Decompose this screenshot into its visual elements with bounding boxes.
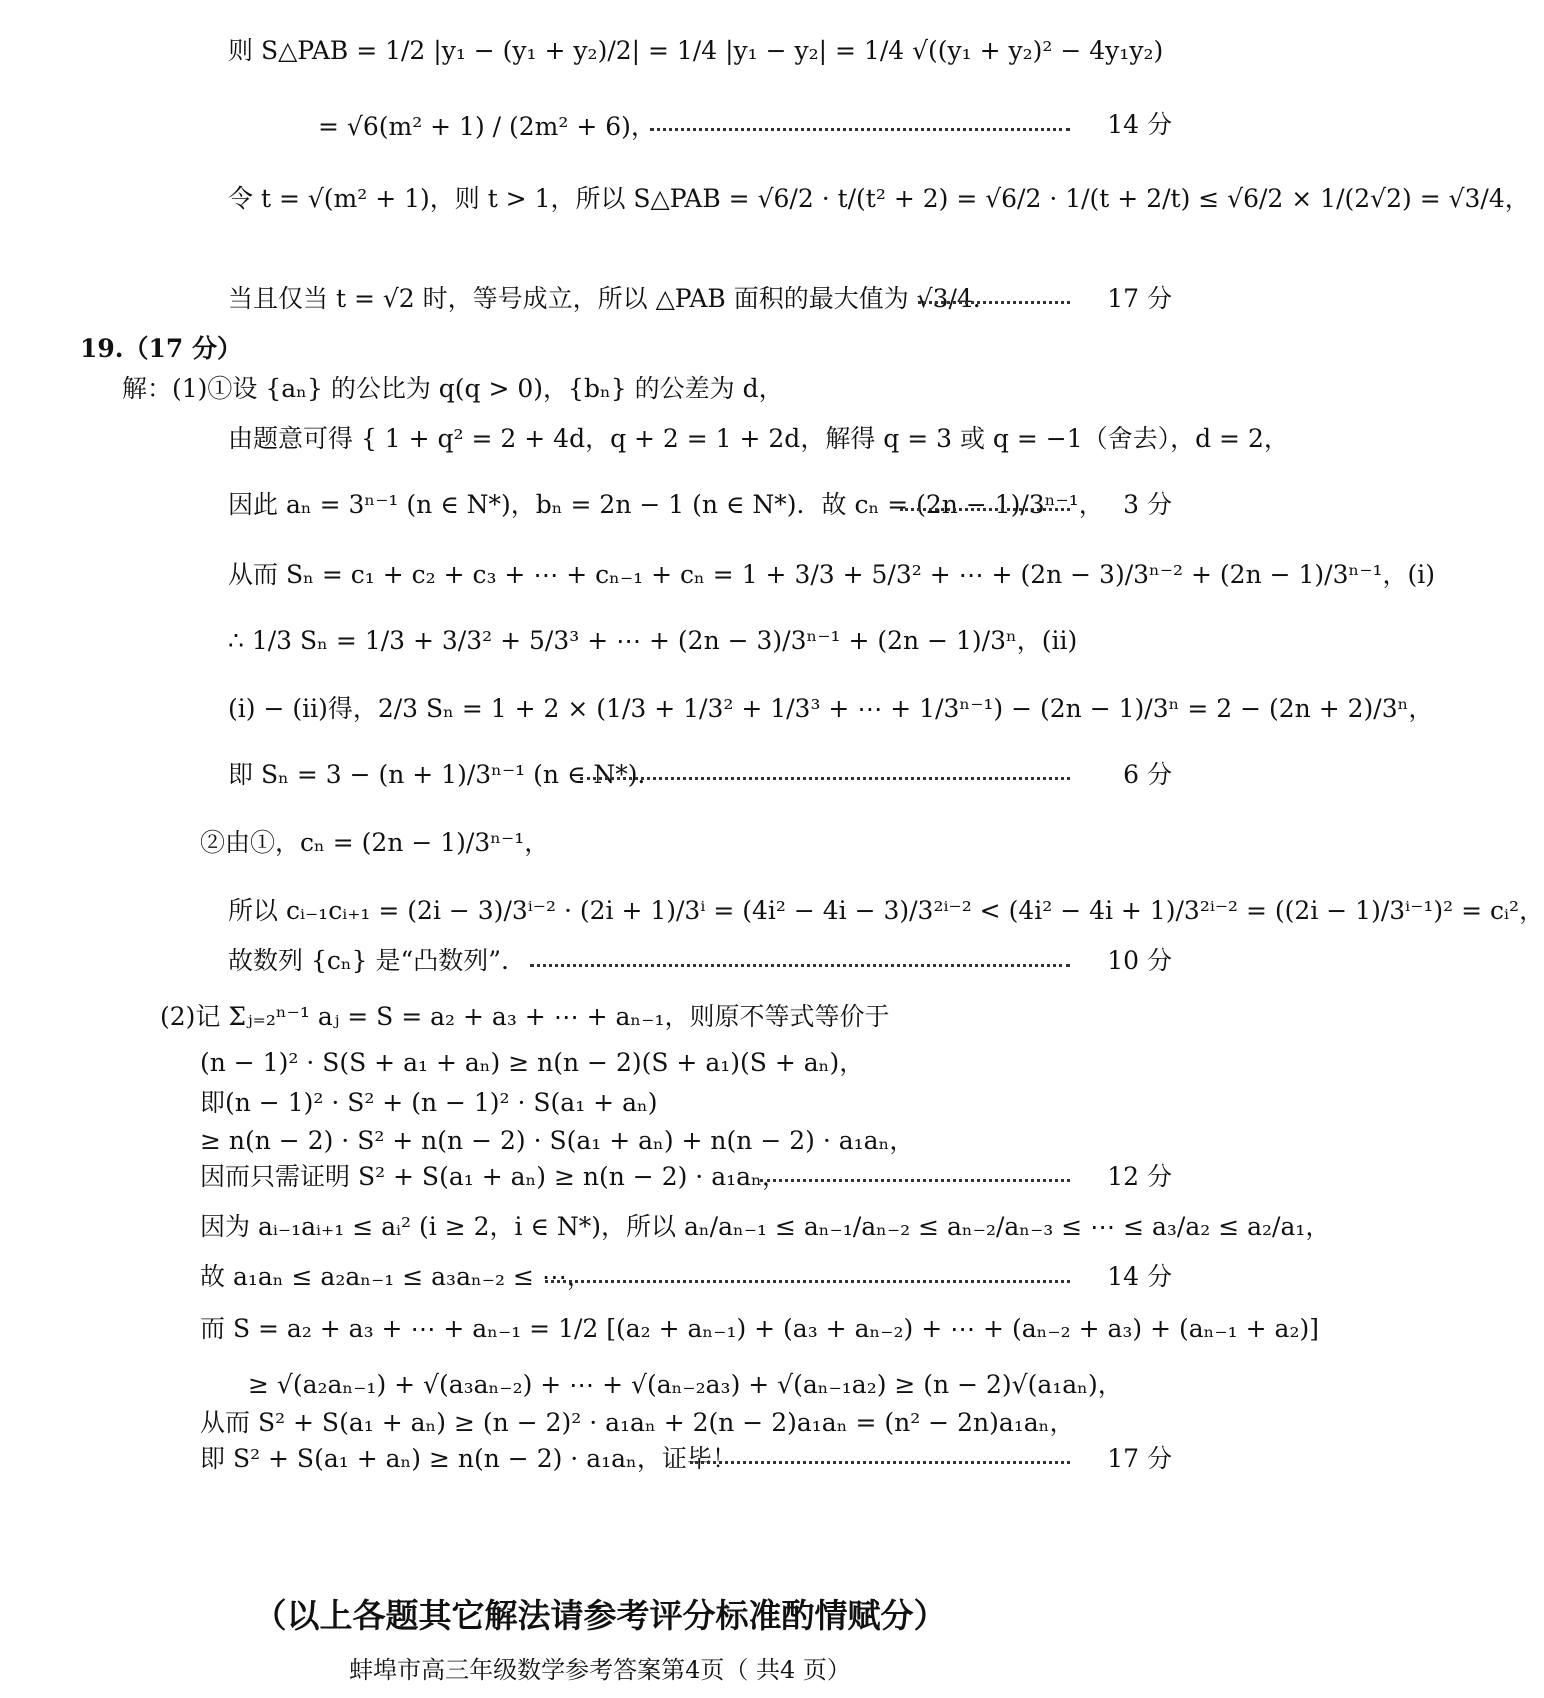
leader-dots xyxy=(530,960,1070,967)
line-system: 由题意可得 { 1 + q² = 2 + 4d，q + 2 = 1 + 2d，解得 q = 3 或 q = −1（舍去），d = 2， xyxy=(228,424,1289,453)
line-sum-i: 从而 Sₙ = c₁ + c₂ + c₃ + ⋯ + cₙ₋₁ + cₙ = 1 + 3/3 + 5/3² + ⋯ + (2n − 3)/3ⁿ⁻² + (2n − 1)/3ⁿ⁻¹，(i) xyxy=(228,560,1436,589)
line-sn-result: 即 Sₙ = 3 − (n + 1)/3ⁿ⁻¹ (n ∈ N*)． xyxy=(228,760,663,789)
line-reduce: 因而只需证明 S² + S(a₁ + aₙ) ≥ n(n − 2) · a₁aₙ， xyxy=(200,1162,787,1191)
score-17a: 17 分 xyxy=(1107,284,1172,313)
line-part-2-start: (2)记 Σⱼ₌₂ⁿ⁻¹ aⱼ = S = a₂ + a₃ + ⋯ + aₙ₋₁，则原不等式等价于 xyxy=(160,1002,890,1031)
line-combine: 从而 S² + S(a₁ + aₙ) ≥ (n − 2)² · a₁aₙ + 2(n − 2)a₁aₙ = (n² − 2n)a₁aₙ， xyxy=(200,1408,1075,1437)
line-sum-ii: ∴ 1/3 Sₙ = 1/3 + 3/3² + 5/3³ + ⋯ + (2n − 3)/3ⁿ⁻¹ + (2n − 1)/3ⁿ，(ii) xyxy=(228,626,1078,655)
leader-dots xyxy=(580,773,1070,780)
line-s-pairing: 而 S = a₂ + a₃ + ⋯ + aₙ₋₁ = 1/2 [(a₂ + aₙ₋₁) + (a₃ + aₙ₋₂) + ⋯ + (aₙ₋₂ + a₃) + (aₙ₋₁ + a₂)] xyxy=(200,1314,1319,1343)
grading-note: （以上各题其它解法请参考评分标准酌情赋分） xyxy=(253,1596,947,1635)
line-amgm: ≥ √(a₂aₙ₋₁) + √(a₃aₙ₋₂) + ⋯ + √(aₙ₋₂a₃) + √(aₙ₋₁a₂) ≥ (n − 2)√(a₁aₙ)， xyxy=(248,1370,1123,1399)
line-expand-left: 即(n − 1)² · S² + (n − 1)² · S(a₁ + aₙ) xyxy=(200,1088,658,1117)
score-14a: 14 分 xyxy=(1107,110,1172,139)
leader-dots xyxy=(918,297,1070,304)
score-6: 6 分 xyxy=(1123,760,1172,789)
line-max-area: 当且仅当 t = √2 时，等号成立，所以 △PAB 面积的最大值为 √3/4. xyxy=(228,284,981,313)
score-12: 12 分 xyxy=(1107,1162,1172,1191)
line-solution-start: 解：(1)①设 {aₙ} 的公比为 q(q > 0)，{bₙ} 的公差为 d， xyxy=(122,374,784,403)
leader-dots xyxy=(545,1276,1070,1283)
page-footer: 蚌埠市高三年级数学参考答案第4页（ 共4 页） xyxy=(349,1656,851,1684)
line-product-chain: 故 a₁aₙ ≤ a₂aₙ₋₁ ≤ a₃aₙ₋₂ ≤ ⋯， xyxy=(200,1262,592,1291)
leader-dots xyxy=(900,504,1070,511)
line-area-formula: 则 S△PAB = 1/2 |y₁ − (y₁ + y₂)/2| = 1/4 |y₁ − y₂| = 1/4 √((y₁ + y₂)² − 4y₁y₂) xyxy=(228,36,1164,65)
line-inequality-equiv: (n − 1)² · S(S + a₁ + aₙ) ≥ n(n − 2)(S + a₁)(S + aₙ)， xyxy=(200,1048,865,1077)
line-general-terms: 因此 aₙ = 3ⁿ⁻¹ (n ∈ N*)，bₙ = 2n − 1 (n ∈ N*)．故 cₙ = (2n − 1)/3ⁿ⁻¹， xyxy=(228,490,1104,519)
line-convex-proof: 所以 cᵢ₋₁cᵢ₊₁ = (2i − 3)/3ⁱ⁻² · (2i + 1)/3ⁱ = (4i² − 4i − 3)/3²ⁱ⁻² < (4i² − 4i + 1)/3²ⁱ⁻² = ((2i − 1)/3ⁱ⁻¹)² = cᵢ²， xyxy=(228,896,1544,925)
score-14b: 14 分 xyxy=(1107,1262,1172,1291)
line-substitution: 令 t = √(m² + 1)，则 t > 1，所以 S△PAB = √6/2 · t/(t² + 2) = √6/2 · 1/(t + 2/t) ≤ √6/2 × 1/(2√2) = √3/4， xyxy=(228,184,1530,213)
question-19-heading: 19.（17 分） xyxy=(80,334,242,363)
line-part2-start: ②由①，cₙ = (2n − 1)/3ⁿ⁻¹， xyxy=(200,828,550,857)
score-3: 3 分 xyxy=(1123,490,1172,519)
line-qed: 即 S² + S(a₁ + aₙ) ≥ n(n − 2) · a₁aₙ，证毕！ xyxy=(200,1444,737,1473)
line-area-simplified: = √6(m² + 1) / (2m² + 6)， xyxy=(318,112,656,141)
line-convex-conclusion: 故数列 {cₙ} 是“凸数列”． xyxy=(228,946,527,975)
line-ratio-chain: 因为 aᵢ₋₁aᵢ₊₁ ≤ aᵢ² (i ≥ 2，i ∈ N*)，所以 aₙ/aₙ₋₁ ≤ aₙ₋₁/aₙ₋₂ ≤ aₙ₋₂/aₙ₋₃ ≤ ⋯ ≤ a₃/a₂ ≤ a₂/a₁， xyxy=(200,1212,1331,1241)
leader-dots xyxy=(760,1175,1070,1182)
score-17b: 17 分 xyxy=(1107,1444,1172,1473)
score-10: 10 分 xyxy=(1107,946,1172,975)
leader-dots xyxy=(650,124,1070,131)
line-expand-right: ≥ n(n − 2) · S² + n(n − 2) · S(a₁ + aₙ) + n(n − 2) · a₁aₙ， xyxy=(200,1126,915,1155)
line-subtract: (i) − (ii)得，2/3 Sₙ = 1 + 2 × (1/3 + 1/3² + 1/3³ + ⋯ + 1/3ⁿ⁻¹) − (2n − 1)/3ⁿ = 2 − (2n + 2)/3ⁿ， xyxy=(228,694,1434,723)
leader-dots xyxy=(690,1457,1070,1464)
